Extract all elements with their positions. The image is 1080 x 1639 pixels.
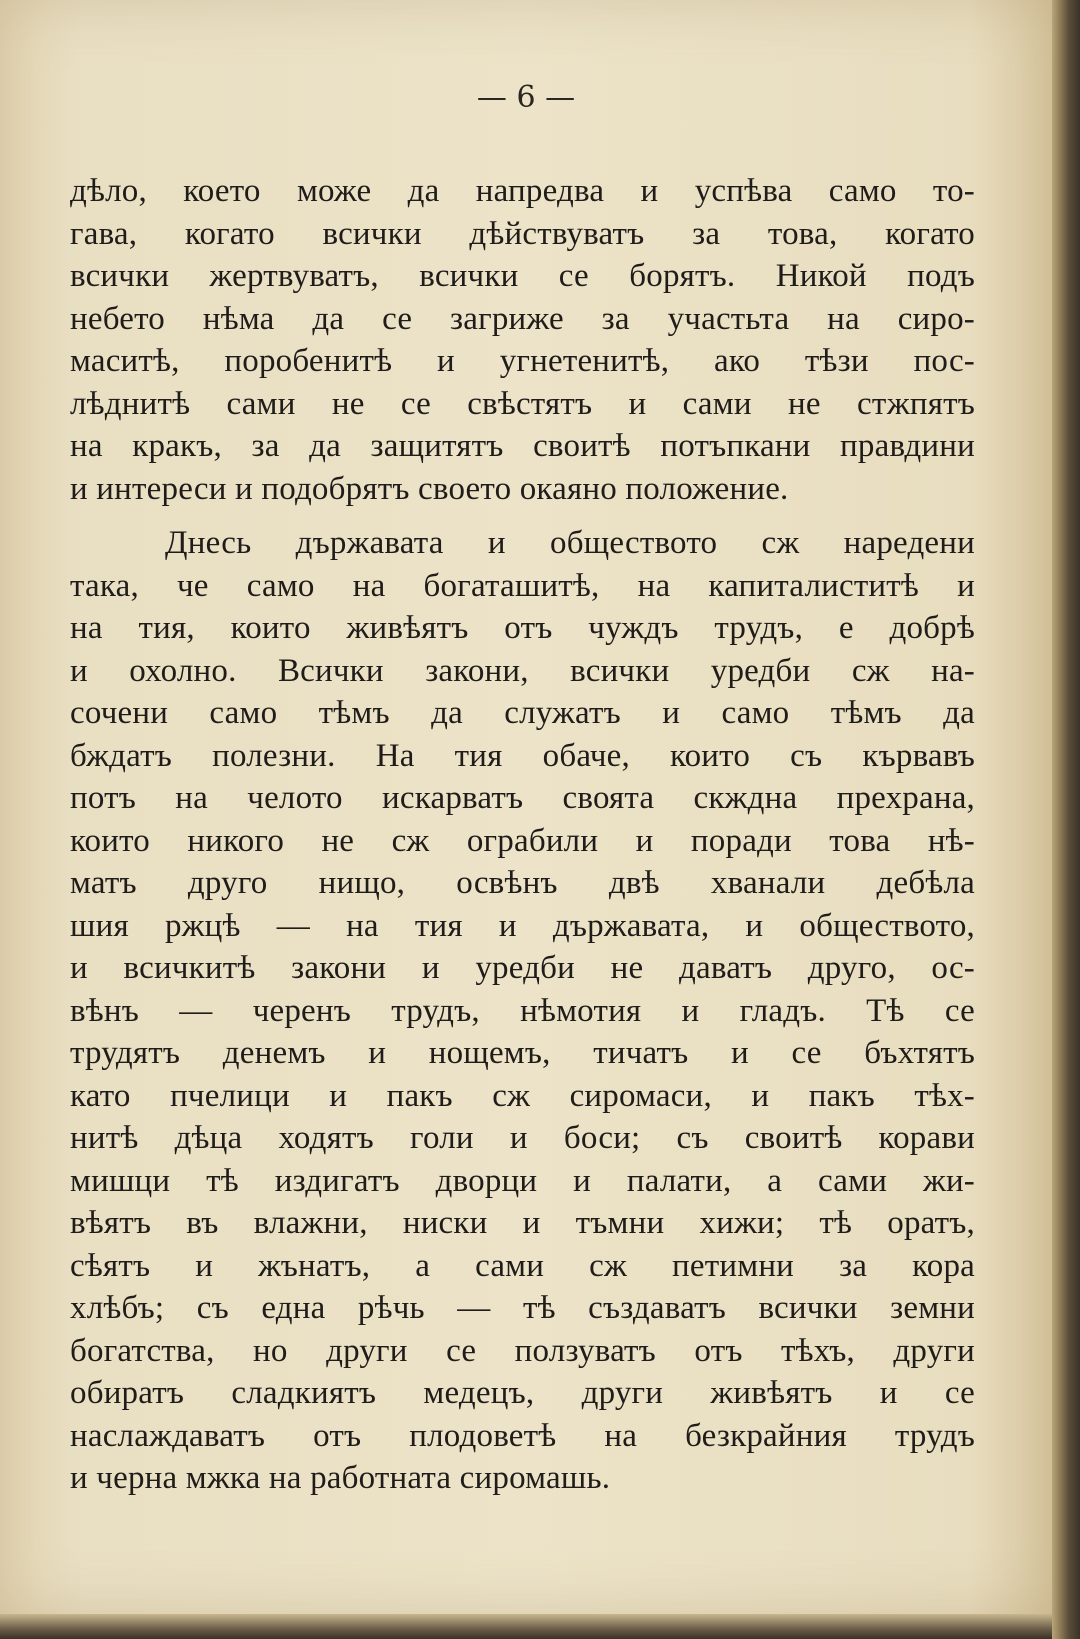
text-line: наслаждаватъ отъ плодоветѣ на безкрайния трудъ [70, 1417, 975, 1454]
text-line: небето нѣма да се загриже за участьта на сиро- [70, 300, 975, 337]
text-line: и интереси и подобрятъ своето окаяно положение. [70, 470, 789, 507]
text-line: трудятъ денемъ и нощемъ, тичатъ и се бъхтятъ [70, 1035, 975, 1071]
text-line: обиратъ сладкиятъ медецъ, други живѣятъ и се [70, 1375, 975, 1411]
text-line: сочени само тѣмъ да служатъ и само тѣмъ да [70, 695, 975, 731]
text-line: като пчелици и пакъ сж сиромаси, и пакъ тѣх- [70, 1077, 975, 1114]
text-line: вѣнъ — черенъ трудъ, нѣмотия и гладъ. Тѣ се [70, 992, 975, 1029]
text-line: които никого не сж ограбили и поради това нѣ- [70, 822, 975, 859]
text-line: потъ на челото искарватъ своята скждна прехрана, [70, 780, 975, 816]
text-line: шия ржцѣ — на тия и държавата, и обществото, [70, 907, 975, 944]
text-line: и охолно. Всички закони, всички уредби сж на- [70, 652, 975, 689]
text-line: маситѣ, поробенитѣ и угнетенитѣ, ако тѣзи пос- [70, 343, 975, 379]
text-line: и всичкитѣ закони и уредби не даватъ друго, ос- [70, 950, 975, 986]
text-line: сѣятъ и жънатъ, а сами сж петимни за кора [70, 1247, 975, 1284]
text-line: мишци тѣ издигатъ дворци и палати, а сами жи- [70, 1162, 975, 1199]
page-number: — 6 — [476, 80, 576, 115]
text-line: хлѣбъ; съ една рѣчь — тѣ създаватъ всички земни [70, 1290, 975, 1326]
page-edge-shadow [1052, 0, 1080, 1639]
text-line: вѣятъ въ влажни, ниски и тъмни хижи; тѣ оратъ, [70, 1205, 975, 1241]
text-line: богатства, но други се ползуватъ отъ тѣхъ, други [70, 1332, 975, 1369]
text-line: нитѣ дѣца ходятъ голи и боси; съ своитѣ корави [70, 1120, 975, 1156]
text-line: всички жертвуватъ, всички се борятъ. Никой подъ [70, 258, 975, 294]
text-line: Днесь държавата и обществото сж наредени [165, 525, 975, 561]
paragraph-1 [70, 170, 975, 510]
text-line: бждатъ полезни. На тия обаче, които съ кървавъ [70, 737, 975, 774]
text-line: дѣло, което може да напредва и успѣва само то- [70, 173, 975, 209]
body-text [70, 170, 975, 1500]
text-line: матъ друго нищо, освѣнъ двѣ хванали дебѣла [70, 865, 975, 901]
paragraph-2 [70, 522, 975, 1500]
text-line: така, че само на богаташитѣ, на капиталиститѣ и [70, 567, 975, 604]
text-line: лѣднитѣ сами не се свѣстятъ и сами не стжпятъ [70, 385, 975, 422]
page-bottom-shadow [0, 1614, 1052, 1639]
text-line: гава, когато всички дѣйствуватъ за това, когато [70, 215, 975, 252]
text-line: на кракъ, за да защитятъ своитѣ потъпкани правдини [70, 428, 975, 464]
text-line: и черна мжка на работната сиромашь. [70, 1460, 611, 1496]
text-line: на тия, които живѣятъ отъ чуждъ трудъ, е добрѣ [70, 610, 975, 646]
